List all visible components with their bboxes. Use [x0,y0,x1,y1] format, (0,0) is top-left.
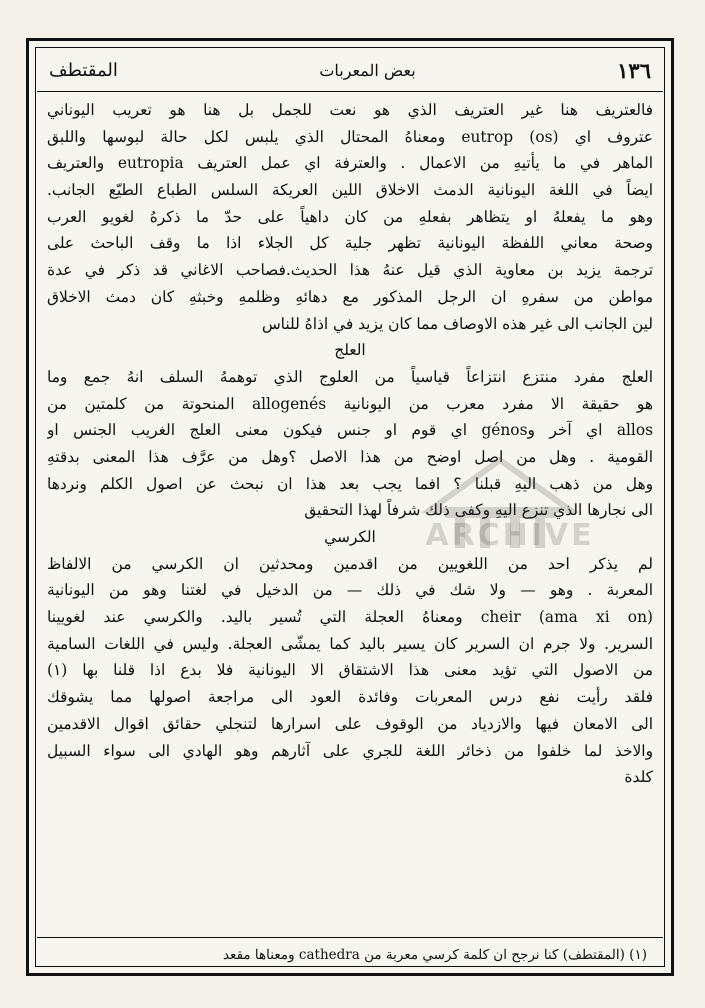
text-line: والاخذ لما خلفوا من ذخائر اللغة للجري على آثارهم وهو الهادي الى سواء السبيل [47,741,653,760]
page-number: ١٣٦ [617,57,651,83]
text-line: وصحة معاني اللفظة اليونانية تظهر جلية كل الجلاء اذا ما وقف الباحث على [47,234,653,253]
text-line: الى الامعان فيها والازدياد من الوقوف على اسرارها لتنجلي حقائق اقوال الاقدمين [47,714,653,733]
text-line: الى نجارها الذي تنزع اليهِ وكفى ذلك شرفاً لهذا التحقيق [304,501,653,520]
header-rule [37,91,663,92]
text-line: فالعتريف هنا غير العتريف الذي هو نعت للجمل بل هنا هو تعريب اليوناني [47,101,653,119]
text-line: فلقد رأيت نفع درس المعربات وفائدة العود الى مراجعة اصولها مما يشوقك [47,688,653,707]
text-line: من الاصول التي تؤيد معنى هذا الاشتقاق الا اليونانية فلا بدع اذا قلنا بها (١) [47,661,653,680]
journal-name: المقتطف [49,59,118,81]
footnote: (١) (المقتطف) كنا نرجح ان كلمة كرسي معربة من cathedra ومعناها مقعد [222,947,647,963]
footnote-rule [37,937,663,938]
text-line: المعربة . وهو — ولا شك في ذلك — من الدخيل في لغتنا وهو من اليونانية [47,581,653,600]
text-line: allos اي آخر وgénos اي قوم او جنس فيكون معنى العلج الغريب الجنس او [47,421,653,440]
text-line: ايضاً في اللغة اليونانية الدمث الاخلاق اللين العريكة السلس الطباع الطيّع الجانب. [47,181,653,200]
text-line: هو حقيقة الا مفرد معرب من اليونانية allogenés المنحوتة من كلمتين من [47,394,653,413]
text-line: الماهر في ما يأتيهِ من الاعمال . والعترفة اي عمل العتريف eutropia والعتريف [47,154,653,173]
journal-page [26,38,674,976]
author-signature: كلدة [624,768,653,787]
section-heading-kursi: الكرسي [324,528,376,546]
section-heading-ilj: العلج [334,341,366,360]
text-line: لم يذكر احد من اللغويين من اقدمين ومحدثين ان الكرسي من الالفاظ [47,554,653,573]
text-line: وهل من ذهب اليهِ قبلنا ؟ افما يجب بعد هذا ان نبحث عن اصول الكلم ونردها [47,474,653,493]
text-line: مواطن من سفرهِ ان الرجل المذكور مع دهائهِ وظلمهِ وخبثهِ كان دمث الاخلاق [47,287,653,306]
article-body [47,97,653,791]
text-line: عتروف اي (eutrop (os ومعناهُ المحتال الذي يلبس لكل حالة لبوسها واللبق [47,127,653,146]
text-line: السرير. ولا جرم ان السرير كان يسير باليد كما يمشّى العجلة. وليس في اللغات السامية [47,634,653,653]
text-line: cheir (ama xi on) ومعناهُ العجلة التي تُسير باليد. والكرسي عند لغويينا [47,608,653,627]
running-title: بعض المعربات [319,60,416,80]
text-line: القومية . وهل من اصل اوضح من هذا الاصل ؟وهل من عرَّف هذا المعنى بدقتهِ [47,447,653,466]
text-line: ترجمة يزيد بن معاوية الذي قيل عنهُ هذا الحديث.فصاحب الاغاني قد ذكر في عدة [47,261,653,280]
running-header [49,53,651,87]
text-line: لين الجانب الى غير هذه الاوصاف مما كان يزيد في اذاهُ للناس [261,314,653,333]
text-line: العلج مفرد منتزع انتزاعاً قياسياً من العلوج الذي توهمهُ السلف انهُ جمع وما [47,367,653,386]
text-line: وهو ما يفعلهُ او يتظاهر بفعلهِ من كان داهياً على حدّ ما ذكرهُ لغويو العرب [47,207,653,226]
